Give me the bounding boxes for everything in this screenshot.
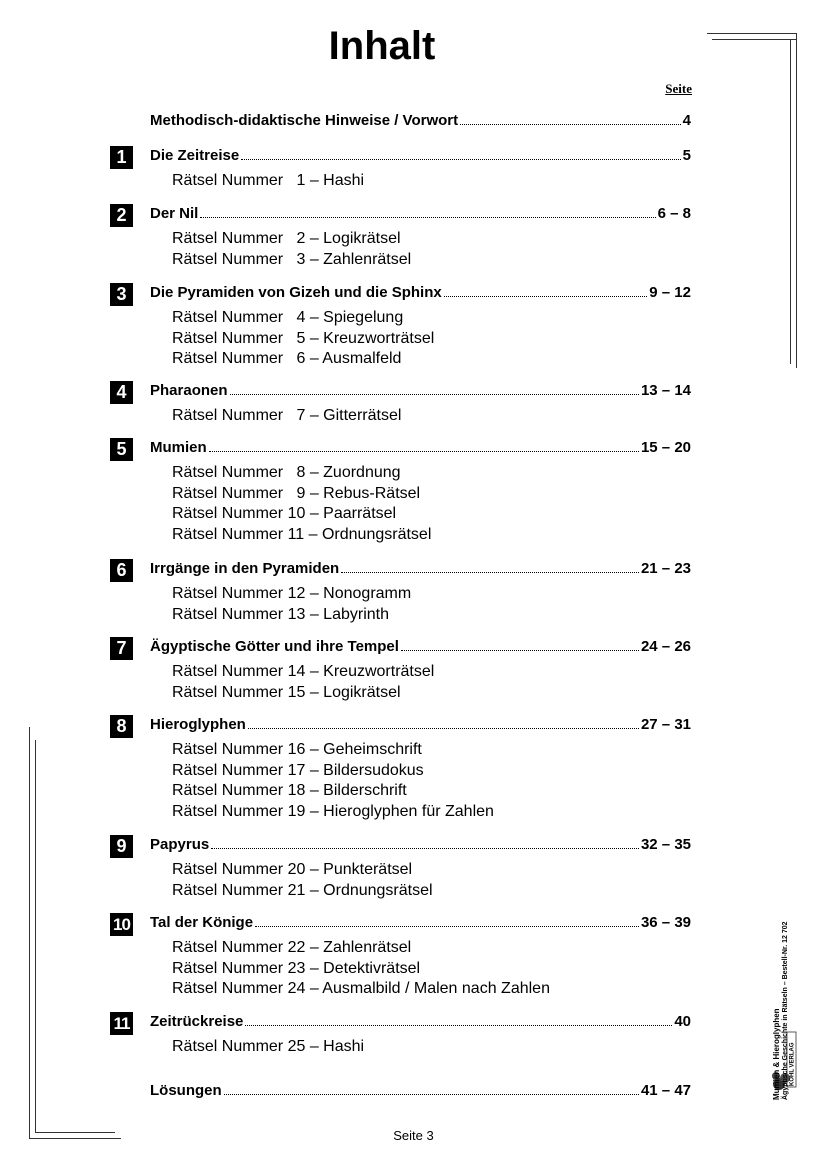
chapter-number-badge: 9: [110, 835, 133, 858]
dot-leader: [241, 158, 680, 160]
entry-pages: 27 – 31: [640, 716, 691, 733]
dot-leader: [224, 1093, 639, 1095]
sidebar-imprint: [772, 921, 792, 1100]
entry-label: Zeitrückreise: [150, 1013, 244, 1030]
puzzle-item: Rätsel Nummer 20 – Punkterätsel: [172, 861, 413, 878]
chapter-entry[interactable]: [150, 560, 691, 582]
puzzle-item: Rätsel Nummer 8 – Zuordnung: [172, 464, 401, 481]
dot-leader: [230, 393, 639, 395]
entry-pages: 5: [682, 147, 691, 164]
chapter-number-badge: 5: [110, 438, 133, 461]
dot-leader: [255, 925, 639, 927]
puzzle-item: Rätsel Nummer 7 – Gitterrätsel: [172, 407, 402, 424]
puzzle-item: Rätsel Nummer 10 – Paarrätsel: [172, 505, 397, 522]
entry-pages: 15 – 20: [640, 439, 691, 456]
dot-leader: [444, 295, 648, 297]
puzzle-item: Rätsel Nummer 14 – Kreuzworträtsel: [172, 663, 435, 680]
dot-leader: [401, 649, 639, 651]
frame-top-right-v1: [796, 33, 797, 368]
page-column-label: Seite: [665, 81, 692, 96]
puzzle-item: Rätsel Nummer 16 – Geheimschrift: [172, 741, 422, 758]
preface-entry[interactable]: [150, 112, 691, 134]
puzzle-item: Rätsel Nummer 5 – Kreuzworträtsel: [172, 329, 435, 347]
dot-leader: [245, 1024, 672, 1026]
puzzle-item: Rätsel Nummer 4 – Spiegelung: [172, 309, 404, 326]
entry-pages: 41 – 47: [640, 1082, 691, 1099]
frame-top-right-v2: [790, 39, 791, 364]
dot-leader: [341, 571, 639, 573]
frame-bottom-left-v1: [29, 727, 30, 1139]
imprint-subtitle: Ägyptische Geschichte in Rätseln – Bestell-Nr. 12 702: [782, 921, 789, 1100]
chapter-number-badge: 1: [110, 146, 133, 169]
chapter-number-badge: 7: [110, 637, 133, 660]
puzzle-item: Rätsel Nummer 21 – Ordnungsrätsel: [172, 881, 433, 899]
puzzle-item: Rätsel Nummer 24 – Ausmalbild / Malen nach Zahlen: [172, 980, 550, 997]
page-footer: Seite 3: [393, 1128, 434, 1143]
entry-pages: 4: [682, 112, 691, 129]
dot-leader: [211, 847, 639, 849]
entry-pages: 24 – 26: [640, 638, 691, 655]
puzzle-item: Rätsel Nummer 3 – Zahlenrätsel: [172, 250, 412, 268]
chapter-number-badge: 8: [110, 715, 133, 738]
entry-label: Der Nil: [150, 205, 199, 222]
entry-label: Lösungen: [150, 1082, 222, 1099]
publisher-name: KOHL VERLAG: [789, 1042, 796, 1086]
entry-label: Die Pyramiden von Gizeh und die Sphinx: [150, 284, 442, 301]
puzzle-item: Rätsel Nummer 2 – Logikrätsel: [172, 230, 401, 247]
chapter-entry[interactable]: [150, 439, 691, 461]
chapter-entry[interactable]: [150, 147, 691, 169]
puzzle-item: Rätsel Nummer 9 – Rebus-Rätsel: [172, 484, 421, 502]
entry-pages: 32 – 35: [640, 836, 691, 853]
dot-leader: [248, 727, 639, 729]
puzzle-item: Rätsel Nummer 11 – Ordnungsrätsel: [172, 525, 432, 543]
chapter-entry[interactable]: [150, 205, 691, 227]
entry-label: Methodisch-didaktische Hinweise / Vorwort: [150, 112, 459, 129]
entry-label: Mumien: [150, 439, 207, 456]
puzzle-item: Rätsel Nummer 6 – Ausmalfeld: [172, 350, 402, 367]
entry-label: Tal der Könige: [150, 914, 254, 931]
entry-pages: 13 – 14: [640, 382, 691, 399]
chapter-entry[interactable]: [150, 914, 691, 936]
entry-label: Ägyptische Götter und ihre Tempel: [150, 638, 399, 655]
chapter-number-badge: 6: [110, 559, 133, 582]
chapter-number-badge: 11: [110, 1012, 133, 1035]
chapter-entry[interactable]: [150, 284, 691, 306]
page-title: Inhalt: [328, 24, 436, 68]
entry-label: Irrgänge in den Pyramiden: [150, 560, 340, 577]
puzzle-item: Rätsel Nummer 19 – Hieroglyphen für Zahlen: [172, 802, 494, 820]
entry-pages: 6 – 8: [657, 205, 691, 222]
entry-label: Pharaonen: [150, 382, 228, 399]
chapter-number-badge: 3: [110, 283, 133, 306]
chapter-entry[interactable]: [150, 382, 691, 404]
chapter-number-badge: 4: [110, 381, 133, 404]
puzzle-item: Rätsel Nummer 12 – Nonogramm: [172, 585, 412, 602]
entry-pages: 36 – 39: [640, 914, 691, 931]
puzzle-item: Rätsel Nummer 17 – Bildersudokus: [172, 761, 424, 779]
entry-pages: 40: [674, 1013, 691, 1030]
puzzle-item: Rätsel Nummer 23 – Detektivrätsel: [172, 959, 421, 977]
puzzle-item: Rätsel Nummer 1 – Hashi: [172, 172, 365, 189]
frame-bottom-left-v2: [35, 740, 36, 1133]
puzzle-item: Rätsel Nummer 25 – Hashi: [172, 1038, 365, 1055]
chapter-entry[interactable]: [150, 1013, 691, 1035]
dot-leader: [460, 123, 681, 125]
entry-label: Papyrus: [150, 836, 210, 853]
entry-pages: 21 – 23: [640, 560, 691, 577]
entry-pages: 9 – 12: [649, 284, 691, 301]
puzzle-item: Rätsel Nummer 18 – Bilderschrift: [172, 782, 407, 799]
chapter-entry[interactable]: [150, 638, 691, 660]
dot-leader: [209, 450, 639, 452]
puzzle-item: Rätsel Nummer 13 – Labyrinth: [172, 605, 389, 623]
puzzle-item: Rätsel Nummer 22 – Zahlenrätsel: [172, 939, 412, 956]
puzzle-item: Rätsel Nummer 15 – Logikrätsel: [172, 683, 401, 701]
entry-label: Die Zeitreise: [150, 147, 240, 164]
chapter-number-badge: 2: [110, 204, 133, 227]
dot-leader: [200, 216, 655, 218]
imprint-title: Mumien & Hieroglyphen: [772, 1008, 781, 1100]
chapter-entry[interactable]: [150, 836, 691, 858]
chapter-number-badge: 10: [110, 913, 133, 936]
solutions-entry[interactable]: [150, 1082, 691, 1104]
chapter-entry[interactable]: [150, 716, 691, 738]
entry-label: Hieroglyphen: [150, 716, 246, 733]
